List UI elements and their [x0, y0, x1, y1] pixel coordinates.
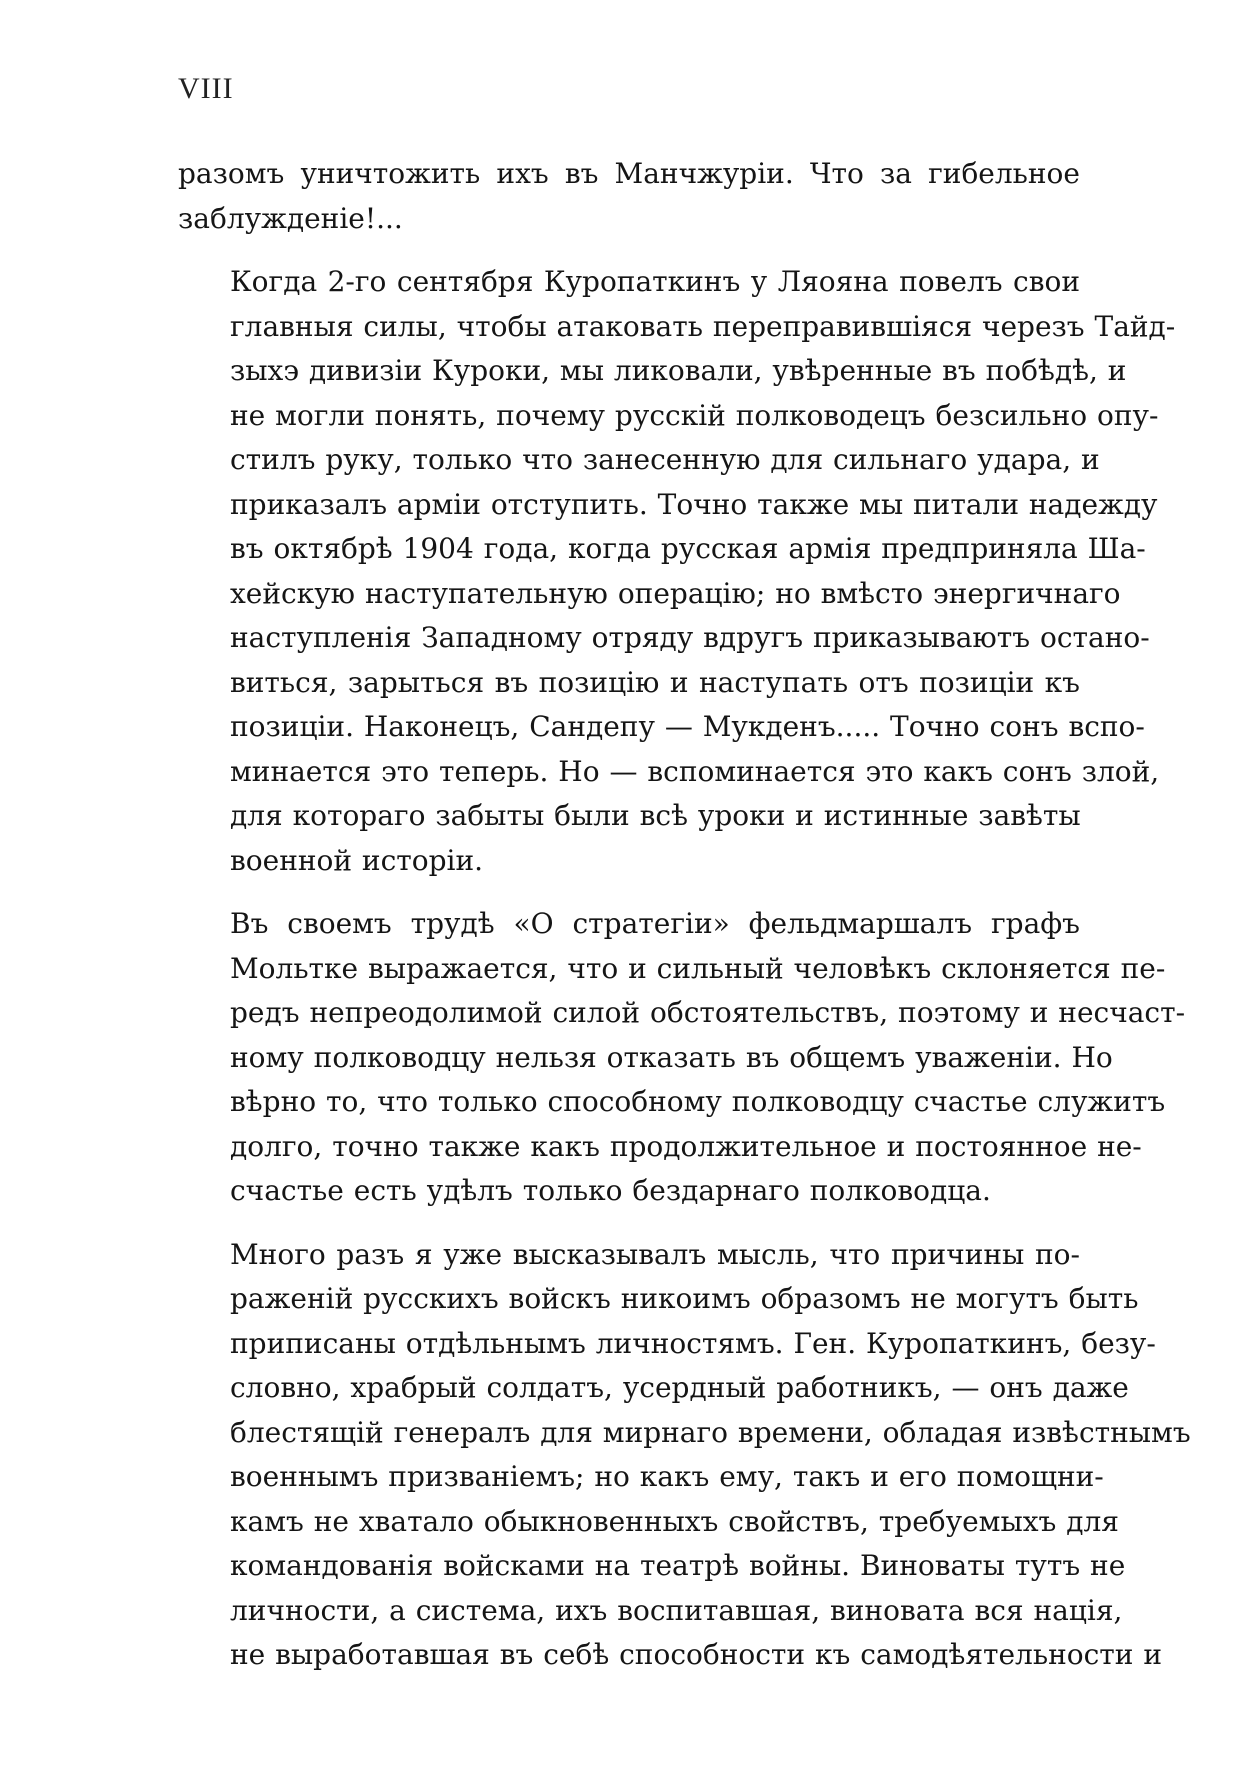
text-line: долго, точно также какъ продолжительное и постоянное не- [230, 1129, 1142, 1163]
text-line: въ октябрѣ 1904 года, когда русская армія предприняла Ша- [230, 532, 1146, 565]
text-line: главныя силы, чтобы атаковать переправившіяся черезъ Тайд- [230, 309, 1176, 343]
text-line: виться, зарыться въ позицію и наступать отъ позиціи къ [230, 665, 1080, 699]
paragraph [178, 152, 1080, 241]
text-line: не могли понять, почему русскій полководецъ безсильно опу- [230, 398, 1159, 432]
text-line: наступленія Западному отряду вдругъ приказываютъ остано- [230, 621, 1150, 654]
text-line: разомъ уничтожить ихъ въ Манчжуріи. Что за гибельное [178, 157, 1080, 190]
text-line: хейскую наступательную операцію; но вмѣсто энергичнаго [230, 576, 1121, 610]
text-line: вѣрно то, что только способному полководцу счастье служитъ [230, 1085, 1166, 1118]
text-line: военнымъ призваніемъ; но какъ ему, такъ и его помощни- [230, 1460, 1104, 1493]
body-text [178, 152, 1191, 1678]
text-line: ному полководцу нельзя отказать въ общемъ уваженіи. Но [230, 1040, 1113, 1074]
text-line: стилъ руку, только что занесенную для сильнаго удара, и [230, 443, 1100, 476]
text-line: Въ своемъ трудѣ «О стратегіи» фельдмаршалъ графъ [230, 907, 1080, 940]
text-line: редъ непреодолимой силой обстоятельствъ, поэтому и несчаст- [230, 996, 1186, 1029]
text-line: Много разъ я уже высказывалъ мысль, что причины по- [230, 1237, 1080, 1271]
text-line: словно, храбрый солдатъ, усердный работникъ, — онъ даже [230, 1371, 1129, 1404]
text-line: приписаны отдѣльнымъ личностямъ. Ген. Куропаткинъ, безу- [230, 1326, 1156, 1360]
text-line: личности, а система, ихъ воспитавшая, виновата вся нація, [230, 1593, 1123, 1627]
text-line: Мольтке выражается, что и сильный человѣкъ склоняется пе- [230, 951, 1166, 985]
page-number: VIII [178, 72, 234, 105]
text-line: Когда 2-го сентября Куропаткинъ у Ляояна повелъ свои [230, 265, 1080, 298]
text-line: приказалъ арміи отступить. Точно также мы питали надежду [230, 487, 1158, 521]
text-line: раженій русскихъ войскъ никоимъ образомъ не могутъ быть [230, 1282, 1139, 1315]
text-line: для котораго забыты были всѣ уроки и истинные завѣты [230, 799, 1081, 832]
text-line: камъ не хватало обыкновенныхъ свойствъ, требуемыхъ для [230, 1504, 1119, 1538]
text-line: позиціи. Наконецъ, Сандепу — Мукденъ..... Точно сонъ вспо- [230, 710, 1145, 743]
text-line: блестящій генералъ для мирнаго времени, обладая извѣстнымъ [230, 1415, 1191, 1449]
text-line: не выработавшая въ себѣ способности къ самодѣятельности и [230, 1638, 1162, 1671]
text-line: зыхэ дивизіи Куроки, мы ликовали, увѣренные въ побѣдѣ, и [230, 354, 1127, 387]
text-line: командованія войсками на театрѣ войны. Виноваты тутъ не [230, 1549, 1126, 1582]
text-line: военной исторіи. [230, 843, 484, 877]
text-line: минается это теперь. Но — вспоминается это какъ сонъ злой, [230, 754, 1160, 788]
paragraph [178, 1233, 1191, 1678]
paragraph [178, 260, 1176, 883]
paragraph [178, 902, 1186, 1214]
text-line: заблужденіе!... [178, 201, 403, 235]
text-line: счастье есть удѣлъ только бездарнаго полководца. [230, 1174, 991, 1207]
